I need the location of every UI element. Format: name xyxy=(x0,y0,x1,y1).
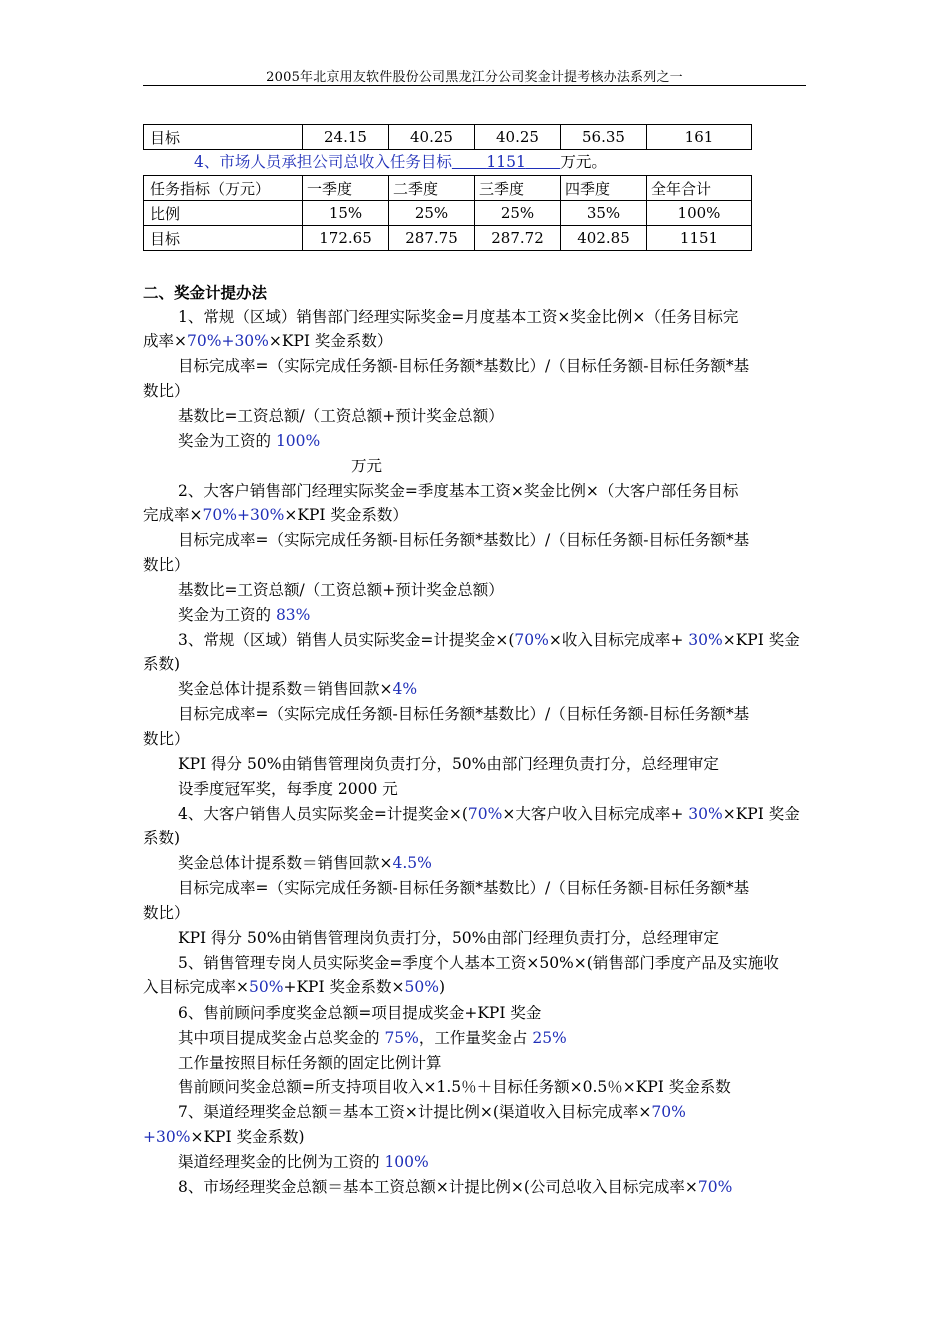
table-row xyxy=(144,125,752,150)
paragraph-line: 渠道经理奖金的比例为工资的 100% xyxy=(178,1153,429,1171)
market-task-suffix: 万元。 xyxy=(560,153,607,171)
paragraph-line: 目标完成率=（实际完成任务额-目标任务额*基数比）/（目标任务额-目标任务额*基 xyxy=(178,357,750,375)
paragraph-line: 数比） xyxy=(143,556,190,574)
paragraph-line: 奖金总体计提系数＝销售回款×4.5% xyxy=(178,854,432,872)
table-cell: 25% xyxy=(389,201,475,226)
table-header-row xyxy=(144,176,752,201)
paragraph-line: 系数) xyxy=(143,829,181,847)
table-header-cell: 二季度 xyxy=(389,176,475,201)
paragraph-line: 8、市场经理奖金总额＝基本工资总额×计提比例×(公司总收入目标完成率×70% xyxy=(178,1178,733,1196)
paragraph-line: 1、常规（区域）销售部门经理实际奖金=月度基本工资×奖金比例×（任务目标完 xyxy=(178,308,739,326)
paragraph-line: 5、销售管理专岗人员实际奖金=季度个人基本工资×50%×(销售部门季度产品及实施收 xyxy=(178,954,779,972)
table-cell: 目标 xyxy=(144,226,303,251)
table-cell: 24.15 xyxy=(303,125,389,150)
table-cell: 402.85 xyxy=(561,226,647,251)
table-cell: 56.35 xyxy=(561,125,647,150)
table-cell: 40.25 xyxy=(475,125,561,150)
paragraph-line: 奖金总体计提系数＝销售回款×4% xyxy=(178,680,418,698)
paragraph-line: 6、售前顾问季度奖金总额=项目提成奖金+KPI 奖金 xyxy=(178,1004,542,1022)
paragraph-line: 设季度冠军奖，每季度 2000 元 xyxy=(178,780,398,798)
paragraph-line: 7、渠道经理奖金总额＝基本工资×计提比例×(渠道收入目标完成率×70% xyxy=(178,1103,686,1121)
table-cell: 161 xyxy=(647,125,752,150)
paragraph-line: 系数) xyxy=(143,655,181,673)
table-cell: 40.25 xyxy=(389,125,475,150)
table-header-cell: 三季度 xyxy=(475,176,561,201)
table-cell: 1151 xyxy=(647,226,752,251)
table-cell: 15% xyxy=(303,201,389,226)
market-task-prefix: 4、市场人员承担公司总收入任务目标 xyxy=(194,153,452,171)
section-title: 二、奖金计提办法 xyxy=(143,283,268,302)
table-header-cell: 四季度 xyxy=(561,176,647,201)
paragraph-line: 其中项目提成奖金占总奖金的 75%，工作量奖金占 25% xyxy=(178,1029,567,1047)
paragraph-line: 入目标完成率×50%+KPI 奖金系数×50%) xyxy=(143,978,446,996)
header-rule xyxy=(143,85,806,86)
table-cell: 目标 xyxy=(144,125,303,150)
table-cell: 25% xyxy=(475,201,561,226)
table-cell: 287.75 xyxy=(389,226,475,251)
paragraph-line: 基数比=工资总额/（工资总额+预计奖金总额） xyxy=(178,581,504,599)
table-cell: 比例 xyxy=(144,201,303,226)
paragraph-line: 数比） xyxy=(143,730,190,748)
paragraph-line: 成率×70%+30%×KPI 奖金系数） xyxy=(143,332,393,350)
paragraph-line: 完成率×70%+30%×KPI 奖金系数） xyxy=(143,506,408,524)
paragraph-line: +30%×KPI 奖金系数) xyxy=(143,1128,305,1146)
paragraph-line: 3、常规（区域）销售人员实际奖金=计提奖金×(70%×收入目标完成率+ 30%×KPI 奖金 xyxy=(178,631,800,649)
paragraph-line: 4、大客户销售人员实际奖金=计提奖金×(70%×大客户收入目标完成率+ 30%×KPI 奖金 xyxy=(178,805,800,823)
table-cell: 287.72 xyxy=(475,226,561,251)
paragraph-line: 2、大客户销售部门经理实际奖金=季度基本工资×奖金比例×（大客户部任务目标 xyxy=(178,482,739,500)
table-cell: 35% xyxy=(561,201,647,226)
table-cell: 100% xyxy=(647,201,752,226)
table-row xyxy=(144,226,752,251)
paragraph-line: 售前顾问奖金总额=所支持项目收入×1.5％＋目标任务额×0.5％×KPI 奖金系数 xyxy=(178,1078,731,1096)
table-header-cell: 任务指标（万元） xyxy=(144,176,303,201)
paragraph-line: 工作量按照目标任务额的固定比例计算 xyxy=(178,1054,442,1072)
paragraph-line: 奖金为工资的 83% xyxy=(178,606,311,624)
market-task-value: 1151 xyxy=(486,153,526,171)
paragraph-line: 目标完成率=（实际完成任务额-目标任务额*基数比）/（目标任务额-目标任务额*基 xyxy=(178,879,750,897)
market-target-table xyxy=(143,175,752,251)
paragraph-line: 万元 xyxy=(351,457,383,475)
table-cell: 172.65 xyxy=(303,226,389,251)
paragraph-line: 数比） xyxy=(143,904,190,922)
paragraph-line: 奖金为工资的 100% xyxy=(178,432,321,450)
table-header-cell: 一季度 xyxy=(303,176,389,201)
market-task-line xyxy=(194,151,607,173)
paragraph-line: 目标完成率=（实际完成任务额-目标任务额*基数比）/（目标任务额-目标任务额*基 xyxy=(178,705,750,723)
paragraph-line: KPI 得分 50%由销售管理岗负责打分，50%由部门经理负责打分，总经理审定 xyxy=(178,755,719,773)
paragraph-line: KPI 得分 50%由销售管理岗负责打分，50%由部门经理负责打分，总经理审定 xyxy=(178,929,719,947)
table-row xyxy=(144,201,752,226)
quarter-target-table-top xyxy=(143,124,752,150)
paragraph-line: 基数比=工资总额/（工资总额+预计奖金总额） xyxy=(178,407,504,425)
paragraph-line: 目标完成率=（实际完成任务额-目标任务额*基数比）/（目标任务额-目标任务额*基 xyxy=(178,531,750,549)
table-header-cell: 全年合计 xyxy=(647,176,752,201)
paragraph-line: 数比） xyxy=(143,382,190,400)
page-header-title: 2005年北京用友软件股份公司黑龙江分公司奖金计提考核办法系列之一 xyxy=(266,70,683,85)
